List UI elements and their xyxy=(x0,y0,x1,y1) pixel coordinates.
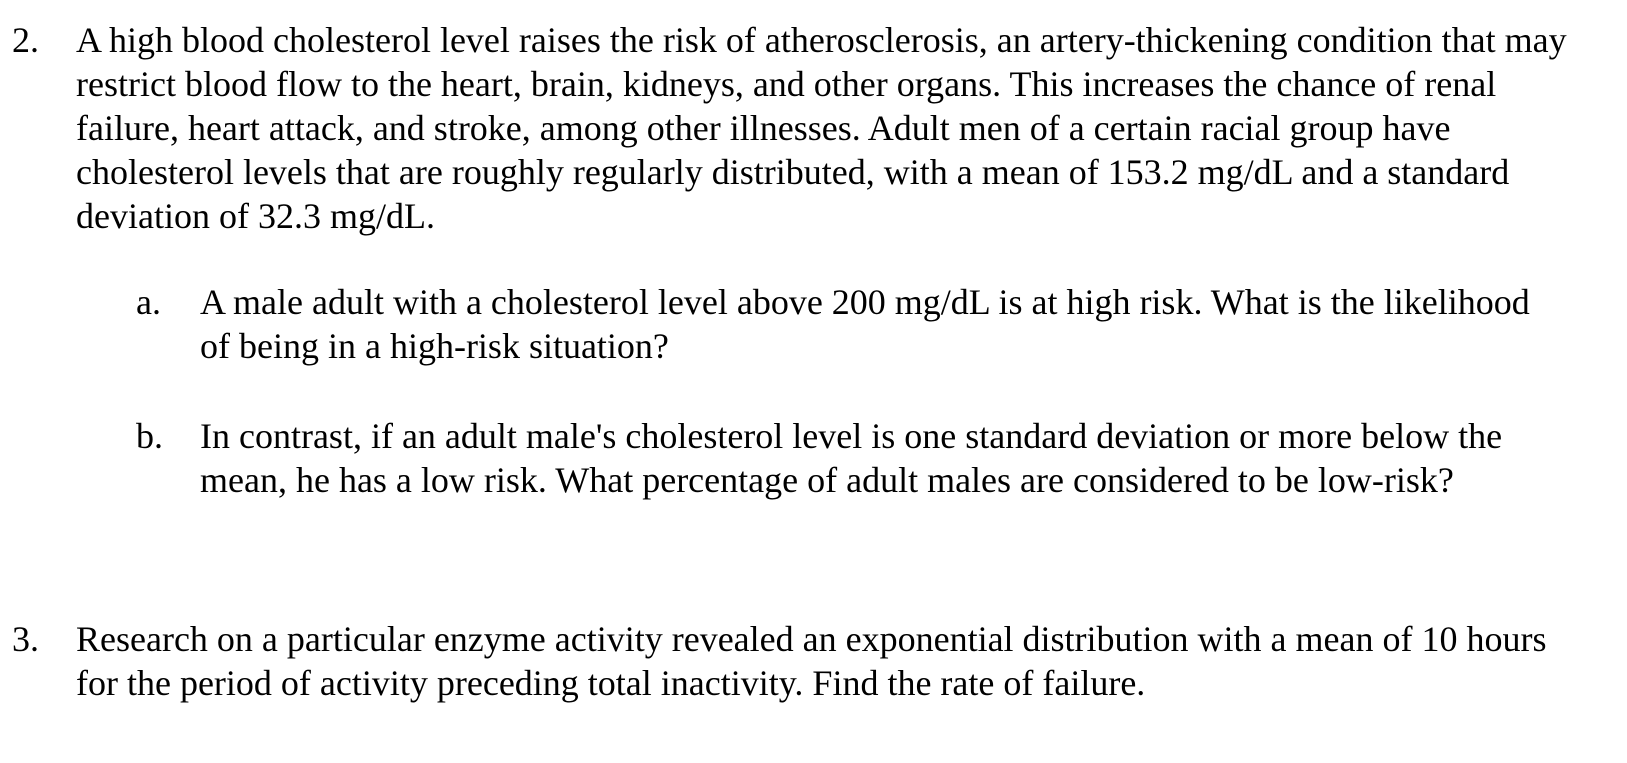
problem-2-part-b xyxy=(136,414,1606,502)
problem-2-part-a xyxy=(136,280,1606,368)
problem-2 xyxy=(12,18,1612,238)
problem-number: 3. xyxy=(12,619,39,659)
problem-number: 2. xyxy=(12,20,39,60)
problem-text: A high blood cholesterol level raises the risk of atherosclerosis, an artery-thickening condition that may restrict blood flow to the heart, brain, kidneys, and other organs. This increases the chance of renal failure, heart attack, and stroke, among other illnesses. Adult men of a certain racial group have cholesterol levels that are roughly regularly distributed, with a mean of 153.2 mg/dL and a standard deviation of 32.3 mg/dL. xyxy=(76,20,1567,236)
part-text: In contrast, if an adult male's cholesterol level is one standard deviation or more below the mean, he has a low risk. What percentage of adult males are considered to be low-risk? xyxy=(200,416,1503,500)
part-label: a. xyxy=(136,282,161,322)
part-label: b. xyxy=(136,416,163,456)
problem-text: Research on a particular enzyme activity revealed an exponential distribution with a mean of 10 hours for the period of activity preceding total inactivity. Find the rate of failure. xyxy=(76,619,1547,703)
part-text: A male adult with a cholesterol level above 200 mg/dL is at high risk. What is the likelihood of being in a high-risk situation? xyxy=(200,282,1530,366)
problem-3 xyxy=(12,617,1612,705)
